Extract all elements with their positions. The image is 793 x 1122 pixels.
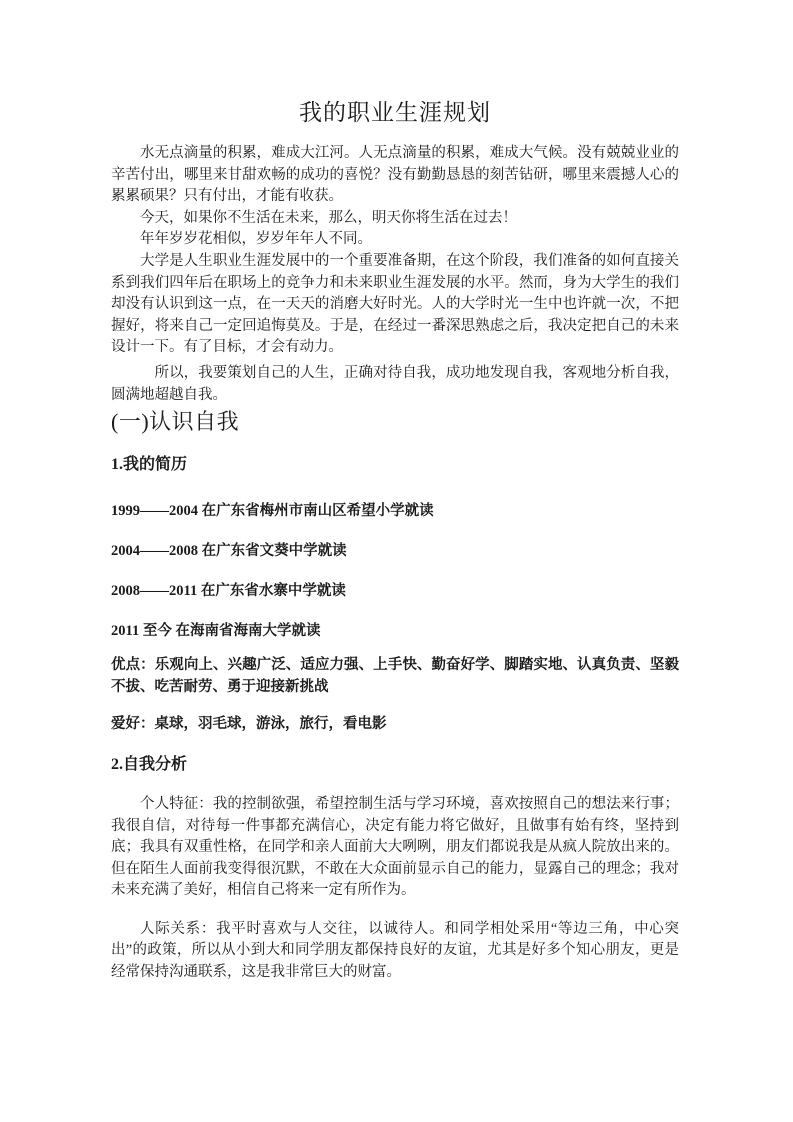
education-entry: 2008——2011 在广东省水寨中学就读 bbox=[111, 583, 346, 600]
analysis-paragraph: 个人特征：我的控制欲强，希望控制生活与学习环境，喜欢按照自己的想法来行事；我很自信，对待每一件事都充满信心，决定有能力将它做好，且做事有始有终，坚持到底；我具有双重性格，在同学和亲人面前大大咧咧，朋友们都说我是从疯人院放出来的。但在陌生人面前我变得很沉默，不敢在大众面前显示自己的能力，显露自己的理念；我对未来充满了美好，相信自己将来一定有所作为。 bbox=[111, 795, 679, 899]
hobbies-line: 爱好：桌球，羽毛球，游泳，旅行，看电影 bbox=[111, 716, 387, 733]
subsection-heading-self-analysis: 2.自我分析 bbox=[111, 755, 188, 773]
strengths-line: 优点：乐观向上、兴趣广泛、适应力强、上手快、勤奋好学、脚踏实地、认真负责、坚毅不拔、吃苦耐劳、勇于迎接新挑战 bbox=[111, 657, 679, 695]
intro-paragraph: 今天，如果你不生活在未来，那么，明天你将生活在过去！ bbox=[140, 209, 517, 226]
self-analysis-section bbox=[111, 794, 679, 984]
document-title: 我的职业生涯规划 bbox=[299, 100, 491, 125]
intro-paragraph: 年年岁岁花相似，岁岁年年人不同。 bbox=[140, 231, 372, 248]
resume-section bbox=[111, 500, 679, 736]
section-heading-know-self: (一)认识自我 bbox=[111, 409, 240, 435]
intro-paragraph: 水无点滴量的积累，难成大江河。人无点滴量的积累，难成大气候。没有兢兢业业的辛苦付出，哪里来甘甜欢畅的成功的喜悦？没有勤勤恳恳的刻苦钻研，哪里来震撼人心的累累硕果？只有付出，才能有收获。 bbox=[111, 145, 679, 205]
intro-paragraph: 大学是人生职业生涯发展中的一个重要准备期，在这个阶段，我们准备的如何直接关系到我们四年后在职场上的竞争力和未来职业生涯发展的水平。然而，身为大学生的我们却没有认识到这一点，在一天天的消磨大好时光。人的大学时光一生中也许就一次，不把握好，将来自己一定回追悔莫及。于是，在经过一番深思熟虑之后，我决定把自己的未来设计一下。有了目标，才会有动力。 bbox=[111, 252, 679, 356]
intro-section bbox=[111, 143, 679, 406]
education-entry: 1999——2004 在广东省梅州市南山区希望小学就读 bbox=[111, 503, 434, 520]
education-entry: 2011 至今 在海南省海南大学就读 bbox=[111, 623, 321, 640]
intro-paragraph: 所以，我要策划自己的人生，正确对待自我，成功地发现自我，客观地分析自我，圆满地超越自我。 bbox=[111, 364, 679, 403]
analysis-paragraph: 人际关系：我平时喜欢与人交往，以诚待人。和同学相处采用“等边三角，中心突出”的政策，所以从小到大和同学朋友都保持良好的友谊，尤其是好多个知心朋友，更是经常保持沟通联系，这是我非常巨大的财富。 bbox=[111, 920, 679, 981]
document-content bbox=[111, 98, 679, 984]
subsection-heading-resume: 1.我的简历 bbox=[111, 456, 188, 474]
education-entry: 2004——2008 在广东省文葵中学就读 bbox=[111, 543, 347, 560]
